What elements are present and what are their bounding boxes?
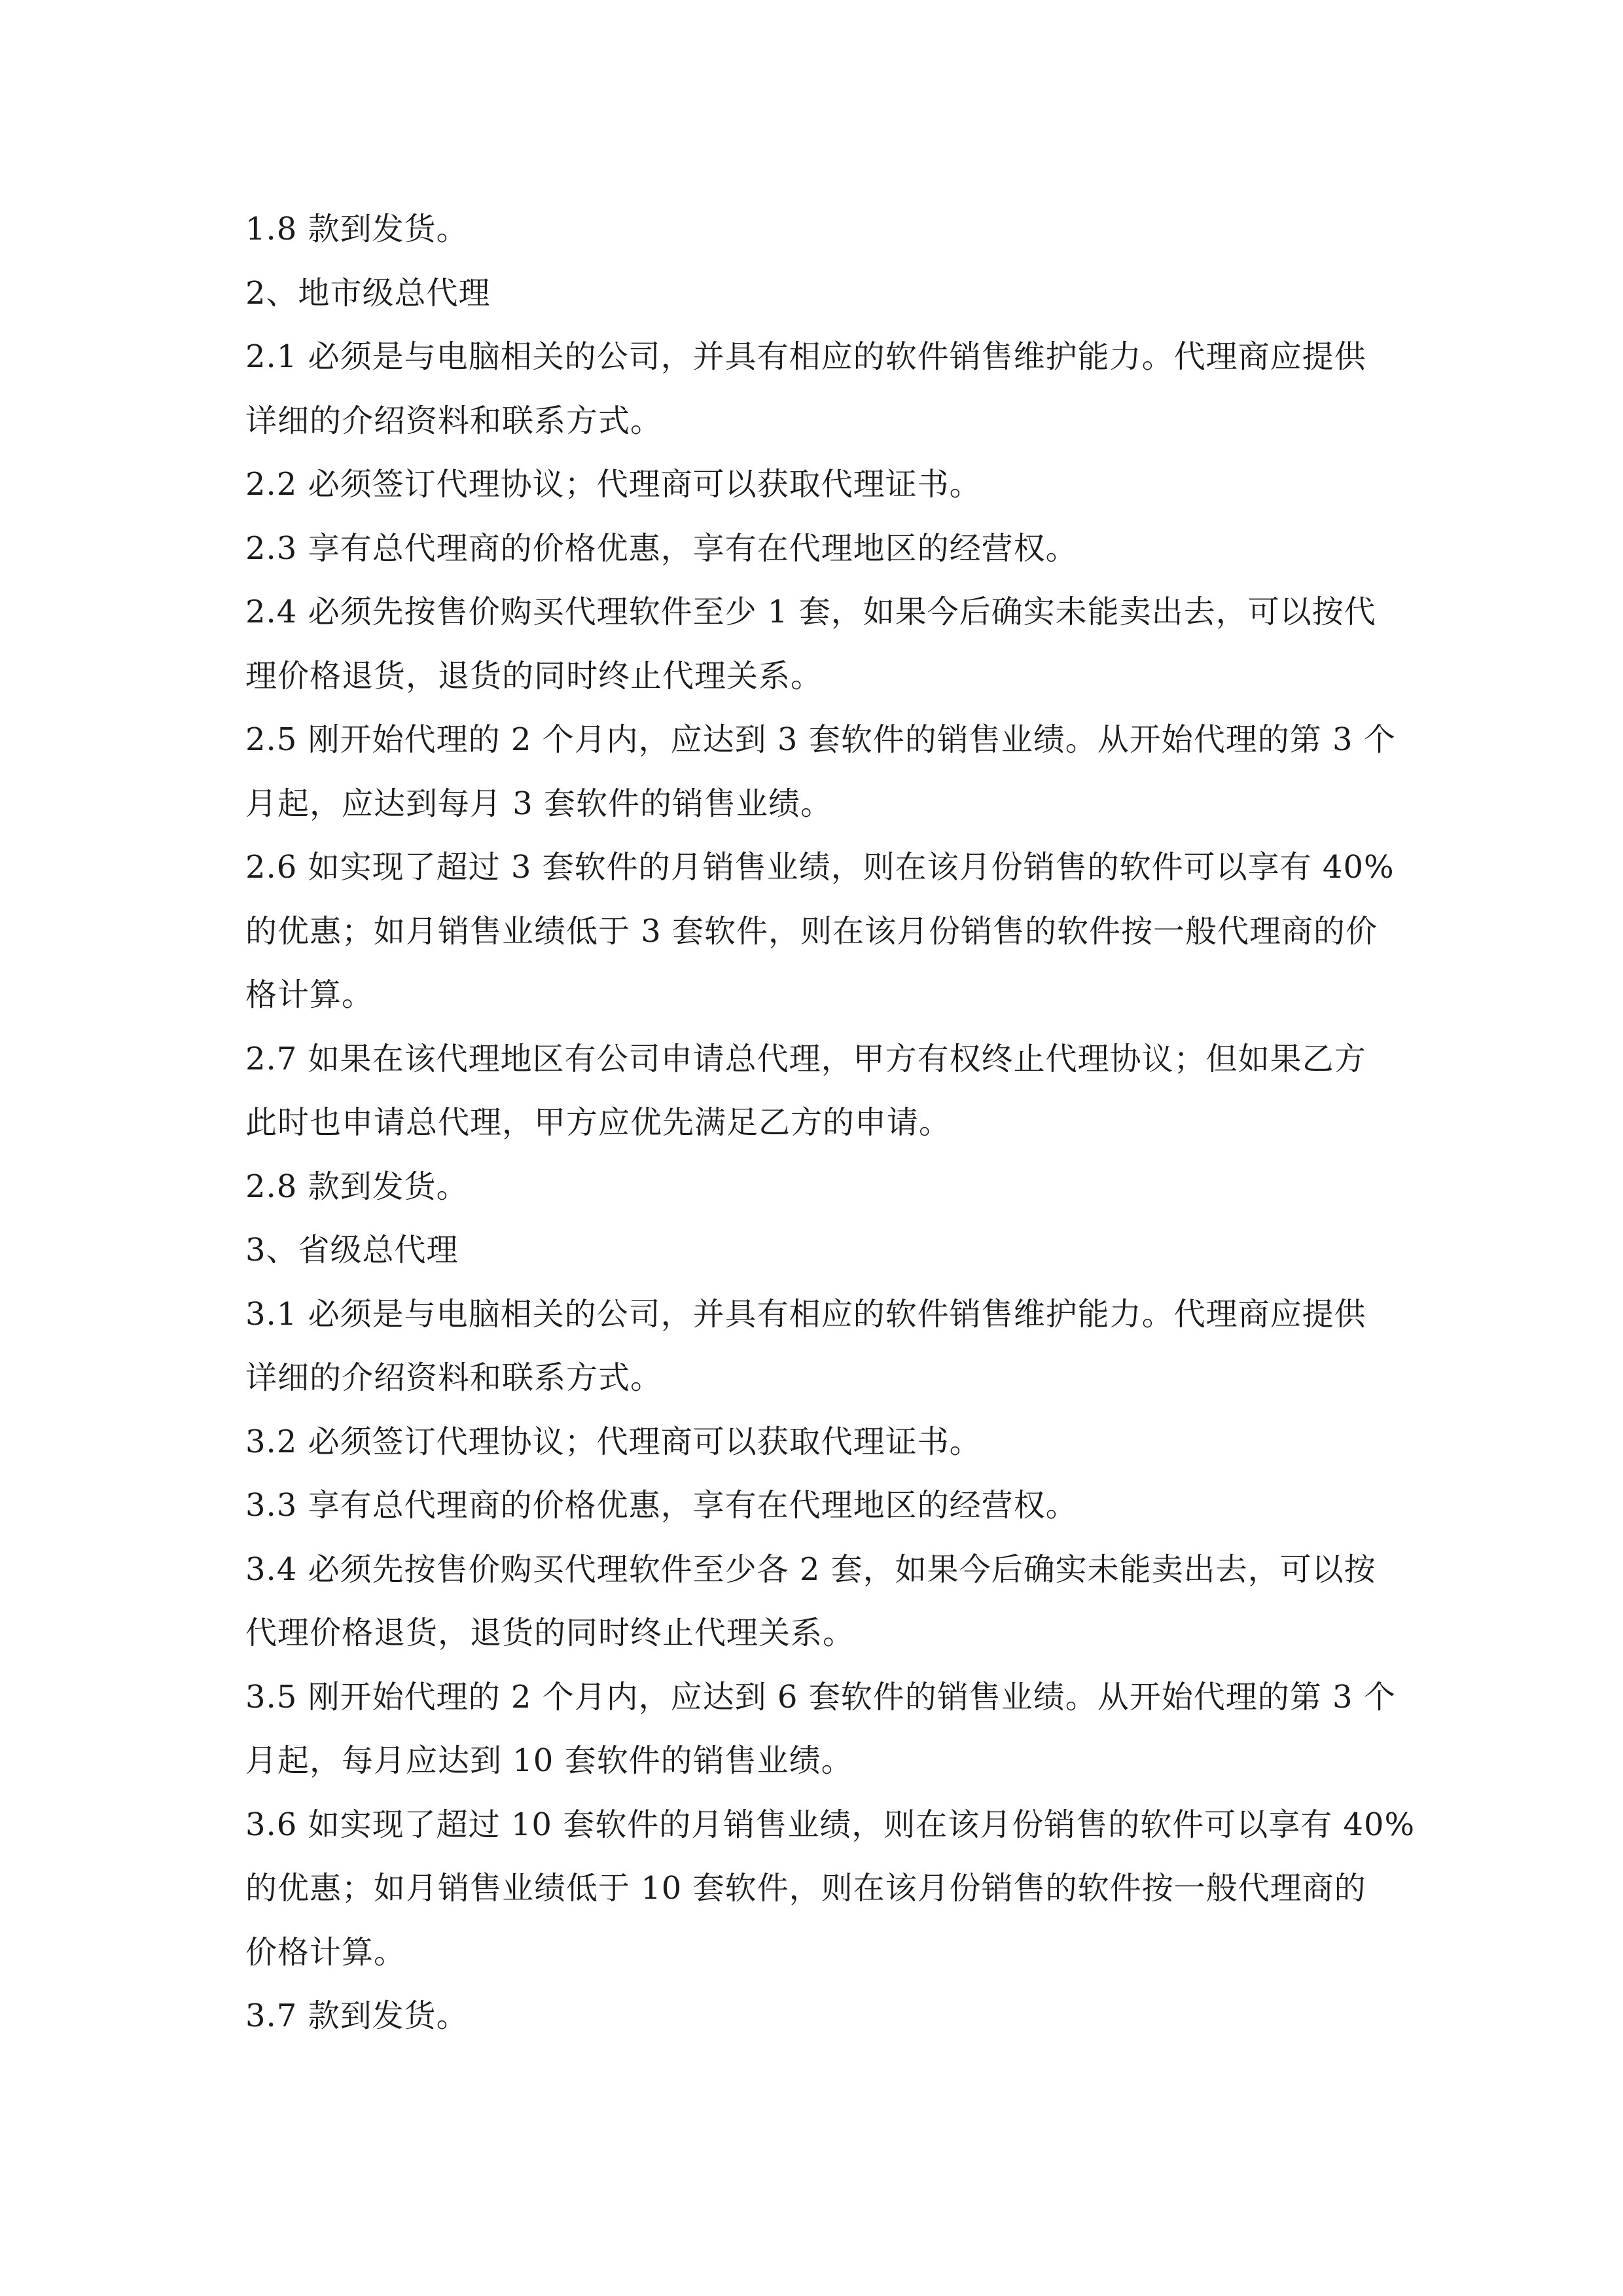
section-heading: 3、省级总代理 — [245, 1232, 459, 1268]
text-line: 月起，应达到每月 3 套软件的销售业绩。 — [245, 785, 833, 822]
text-line: 3.5 刚开始代理的 2 个月内，应达到 6 套软件的销售业绩。从开始代理的第 3 个 — [245, 1678, 1396, 1715]
text-line: 此时也申请总代理，甲方应优先满足乙方的申请。 — [245, 1104, 952, 1141]
text-line: 月起，每月应达到 10 套软件的销售业绩。 — [245, 1742, 853, 1779]
text-line: 2.5 刚开始代理的 2 个月内，应达到 3 套软件的销售业绩。从开始代理的第 3 个 — [245, 721, 1396, 758]
text-line: 3.6 如实现了超过 10 套软件的月销售业绩，则在该月份销售的软件可以享有 40% — [245, 1806, 1416, 1843]
text-line: 3.1 必须是与电脑相关的公司，并具有相应的软件销售维护能力。代理商应提供 — [245, 1295, 1366, 1333]
text-line: 3.7 款到发货。 — [245, 1998, 469, 2034]
text-line: 的优惠；如月销售业绩低于 3 套软件，则在该月份销售的软件按一般代理商的价 — [245, 912, 1378, 950]
text-line: 的优惠；如月销售业绩低于 10 套软件，则在该月份销售的软件按一般代理商的 — [245, 1870, 1366, 1907]
text-line: 理价格退货，退货的同时终止代理关系。 — [245, 657, 823, 694]
text-line: 格计算。 — [245, 977, 374, 1013]
text-line: 2.1 必须是与电脑相关的公司，并具有相应的软件销售维护能力。代理商应提供 — [245, 338, 1366, 375]
text-line: 2.6 如实现了超过 3 套软件的月销售业绩，则在该月份销售的软件可以享有 40% — [245, 849, 1395, 886]
text-line: 详细的介绍资料和联系方式。 — [245, 402, 663, 439]
text-line: 2.7 如果在该代理地区有公司申请总代理，甲方有权终止代理协议；但如果乙方 — [245, 1040, 1366, 1077]
text-line: 3.3 享有总代理商的价格优惠，享有在代理地区的经营权。 — [245, 1487, 1078, 1524]
section-heading: 2、地市级总代理 — [245, 274, 491, 312]
text-line: 1.8 款到发货。 — [245, 211, 469, 247]
text-line: 2.8 款到发货。 — [245, 1168, 469, 1205]
text-line: 价格计算。 — [245, 1933, 406, 1971]
text-line: 3.4 必须先按售价购买代理软件至少各 2 套，如果今后确实未能卖出去，可以按 — [245, 1551, 1376, 1588]
text-line: 3.2 必须签订代理协议；代理商可以获取代理证书。 — [245, 1423, 982, 1460]
text-line: 详细的介绍资料和联系方式。 — [245, 1359, 663, 1396]
text-line: 2.2 必须签订代理协议；代理商可以获取代理证书。 — [245, 466, 982, 503]
text-line: 代理价格退货，退货的同时终止代理关系。 — [245, 1615, 855, 1651]
text-line: 2.4 必须先按售价购买代理软件至少 1 套，如果今后确实未能卖出去，可以按代 — [245, 594, 1376, 630]
text-line: 2.3 享有总代理商的价格优惠，享有在代理地区的经营权。 — [245, 529, 1078, 567]
document-body — [245, 198, 1416, 2049]
